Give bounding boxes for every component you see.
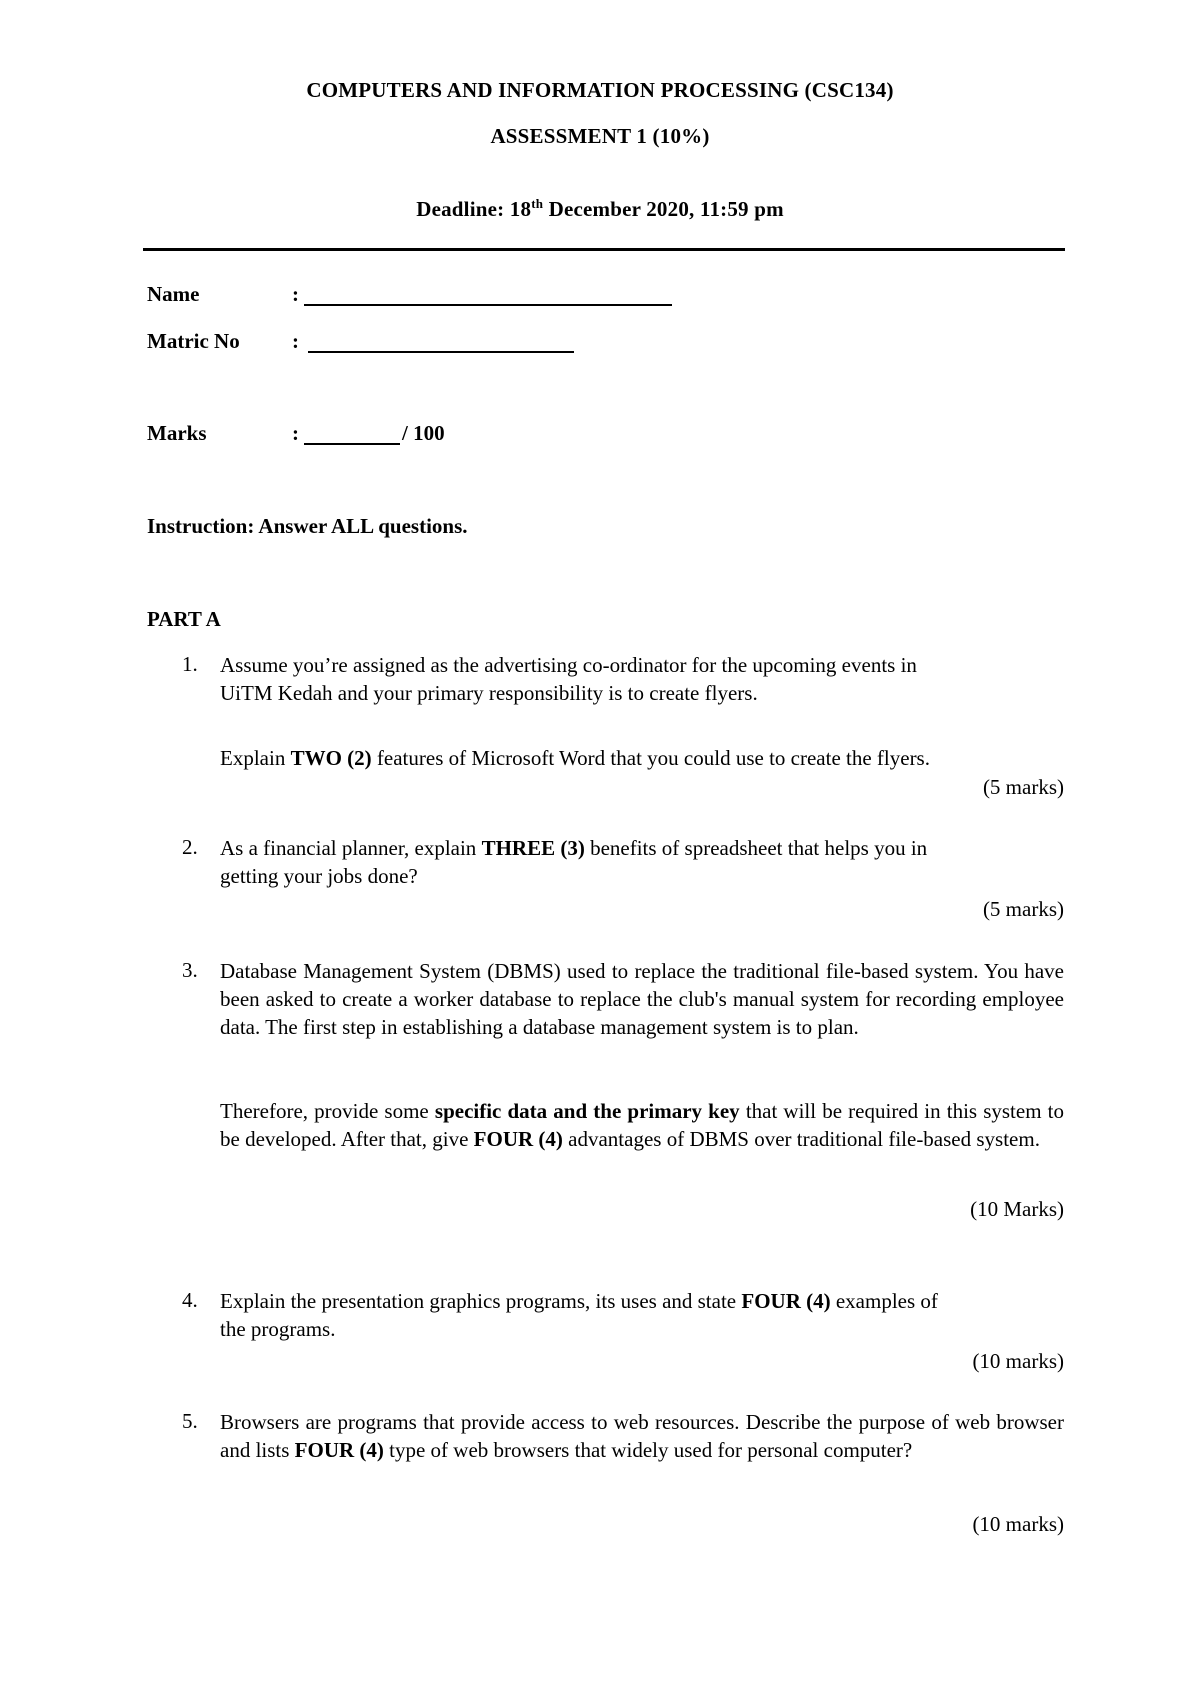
question-3-p2-before: Therefore, provide some (220, 1099, 435, 1123)
question-2-text (220, 834, 1064, 890)
question-2-marks: (5 marks) (982, 897, 1064, 921)
question-1-subquestion (220, 744, 1064, 772)
marks-label: Marks (147, 421, 207, 445)
question-2-number: 2. (182, 835, 198, 859)
question-5-number: 5. (182, 1409, 198, 1433)
matric-field[interactable] (308, 351, 574, 353)
question-4-text (220, 1287, 1064, 1343)
question-1-line-1: Assume you’re assigned as the advertising co-ordinator for the upcoming events in (220, 653, 917, 677)
question-2-line-2: getting your jobs done? (220, 864, 418, 888)
question-3-p2-after: advantages of DBMS over traditional file-based system. (562, 1127, 1040, 1151)
instruction (147, 514, 468, 539)
question-5-marks: (10 marks) (972, 1512, 1064, 1536)
matric-label: Matric No (147, 329, 240, 353)
question-1-number: 1. (182, 652, 198, 676)
question-3-number: 3. (182, 958, 198, 982)
question-5-after: type of web browsers that widely used for personal computer? (383, 1438, 913, 1462)
question-5-before: Browsers are programs that provide access to web resources. Describe the purpose of web browser and lists (220, 1410, 1064, 1462)
question-4-marks: (10 marks) (972, 1349, 1064, 1373)
question-4-bold: FOUR (4) (741, 1289, 831, 1313)
question-2-line-1 (220, 834, 1064, 862)
header-divider (143, 248, 1065, 251)
name-label: Name (147, 282, 200, 306)
deadline-suffix: December 2020, 11:59 pm (543, 197, 784, 221)
deadline-prefix: Deadline: 18 (416, 197, 532, 221)
question-3-paragraph-1: Database Management System (DBMS) used to replace the traditional file-based system. You have been asked to create a worker database to replace the club's manual system for recording employee data. The first step in establishing a database management system is to plan. (220, 959, 1064, 1039)
instruction-text: Answer ALL questions. (254, 514, 468, 538)
question-2-bold: THREE (3) (481, 836, 585, 860)
instruction-label: Instruction: (147, 514, 255, 538)
question-1-text (220, 651, 1064, 707)
question-5-text (220, 1408, 1064, 1464)
question-1-sub-after: features of Microsoft Word that you could use to create the flyers. (371, 746, 930, 770)
name-colon: : (292, 282, 299, 306)
question-3-p2-bold-1: specific data and the primary key (434, 1099, 740, 1123)
question-4-line-2: the programs. (220, 1317, 336, 1341)
assessment-title: ASSESSMENT 1 (10%) (490, 124, 710, 148)
question-3-marks: (10 Marks) (970, 1197, 1064, 1221)
question-4-number: 4. (182, 1288, 198, 1312)
question-4-after: examples of (830, 1289, 938, 1313)
question-1-sub-before: Explain (220, 746, 291, 770)
part-a-heading: PART A (147, 607, 221, 631)
question-3-p2-bold-2: FOUR (4) (473, 1127, 563, 1151)
marks-total: / 100 (402, 421, 445, 445)
name-field[interactable] (304, 304, 672, 306)
marks-colon: : (292, 421, 299, 445)
deadline (0, 197, 1200, 222)
question-4-before: Explain the presentation graphics programs, its uses and state (220, 1289, 742, 1313)
marks-field[interactable] (304, 443, 400, 445)
question-3-p2-mid: that will be required in this system to be developed. After that, give (220, 1099, 1064, 1151)
question-1-line-2: UiTM Kedah and your primary responsibility is to create flyers. (220, 681, 758, 705)
question-3-paragraph-2 (220, 1097, 1064, 1153)
question-5-bold: FOUR (4) (294, 1438, 384, 1462)
matric-colon: : (292, 329, 299, 353)
question-1-sub-bold: TWO (2) (290, 746, 372, 770)
deadline-superscript: th (531, 196, 544, 211)
course-title: COMPUTERS AND INFORMATION PROCESSING (CSC134) (306, 78, 894, 102)
question-4-line-1 (220, 1287, 1064, 1315)
question-1-marks: (5 marks) (982, 775, 1064, 799)
question-2-after: benefits of spreadsheet that helps you in (584, 836, 928, 860)
question-2-before: As a financial planner, explain (220, 836, 482, 860)
